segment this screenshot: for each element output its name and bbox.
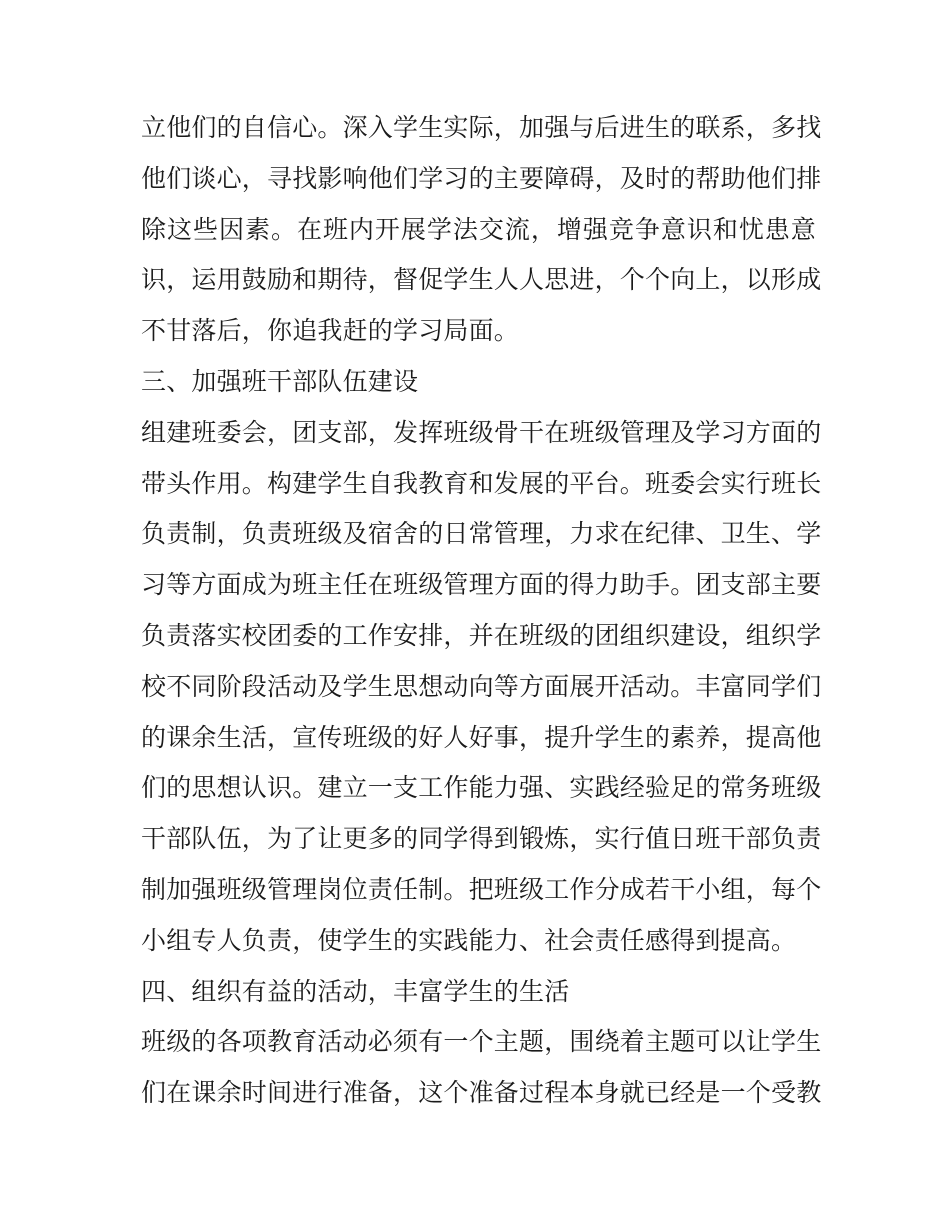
text-line: 的课余生活，宣传班级的好人好事，提升学生的素养，提高他 <box>141 722 822 752</box>
text-line: 们的思想认识。建立一支工作能力强、实践经验足的常务班级 <box>141 773 822 803</box>
text-line: 带头作用。构建学生自我教育和发展的平台。班委会实行班长 <box>141 468 822 498</box>
document-page <box>141 103 822 1119</box>
text-line: 不甘落后，你追我赶的学习局面。 <box>141 316 520 346</box>
text-line: 干部队伍，为了让更多的同学得到锻炼，实行值日班干部负责 <box>141 824 822 854</box>
text-line: 立他们的自信心。深入学生实际，加强与后进生的联系，多找 <box>141 113 822 142</box>
section-heading: 三、加强班干部队伍建设 <box>141 366 419 396</box>
text-line: 班级的各项教育活动必须有一个主题，围绕着主题可以让学生 <box>141 1027 822 1057</box>
text-line: 除这些因素。在班内开展学法交流，增强竞争意识和忧患意 <box>141 214 816 244</box>
text-line: 制加强班级管理岗位责任制。把班级工作分成若干小组，每个 <box>141 874 822 904</box>
text-line: 负责落实校团委的工作安排，并在班级的团组织建设，组织学 <box>141 620 822 650</box>
text-line: 们在课余时间进行准备，这个准备过程本身就已经是一个受教 <box>141 1078 822 1108</box>
text-line: 习等方面成为班主任在班级管理方面的得力助手。团支部主要 <box>141 570 822 600</box>
text-line: 校不同阶段活动及学生思想动向等方面展开活动。丰富同学们 <box>141 671 822 701</box>
text-line: 他们谈心，寻找影响他们学习的主要障碍，及时的帮助他们排 <box>141 163 822 193</box>
text-line: 小组专人负责，使学生的实践能力、社会责任感得到提高。 <box>141 925 797 955</box>
section-heading: 四、组织有益的活动，丰富学生的生活 <box>141 976 570 1006</box>
text-line: 识，运用鼓励和期待，督促学生人人思进，个个向上，以形成 <box>141 265 822 295</box>
text-line: 组建班委会，团支部，发挥班级骨干在班级管理及学习方面的 <box>141 417 822 447</box>
text-line: 负责制，负责班级及宿舍的日常管理，力求在纪律、卫生、学 <box>141 519 822 549</box>
